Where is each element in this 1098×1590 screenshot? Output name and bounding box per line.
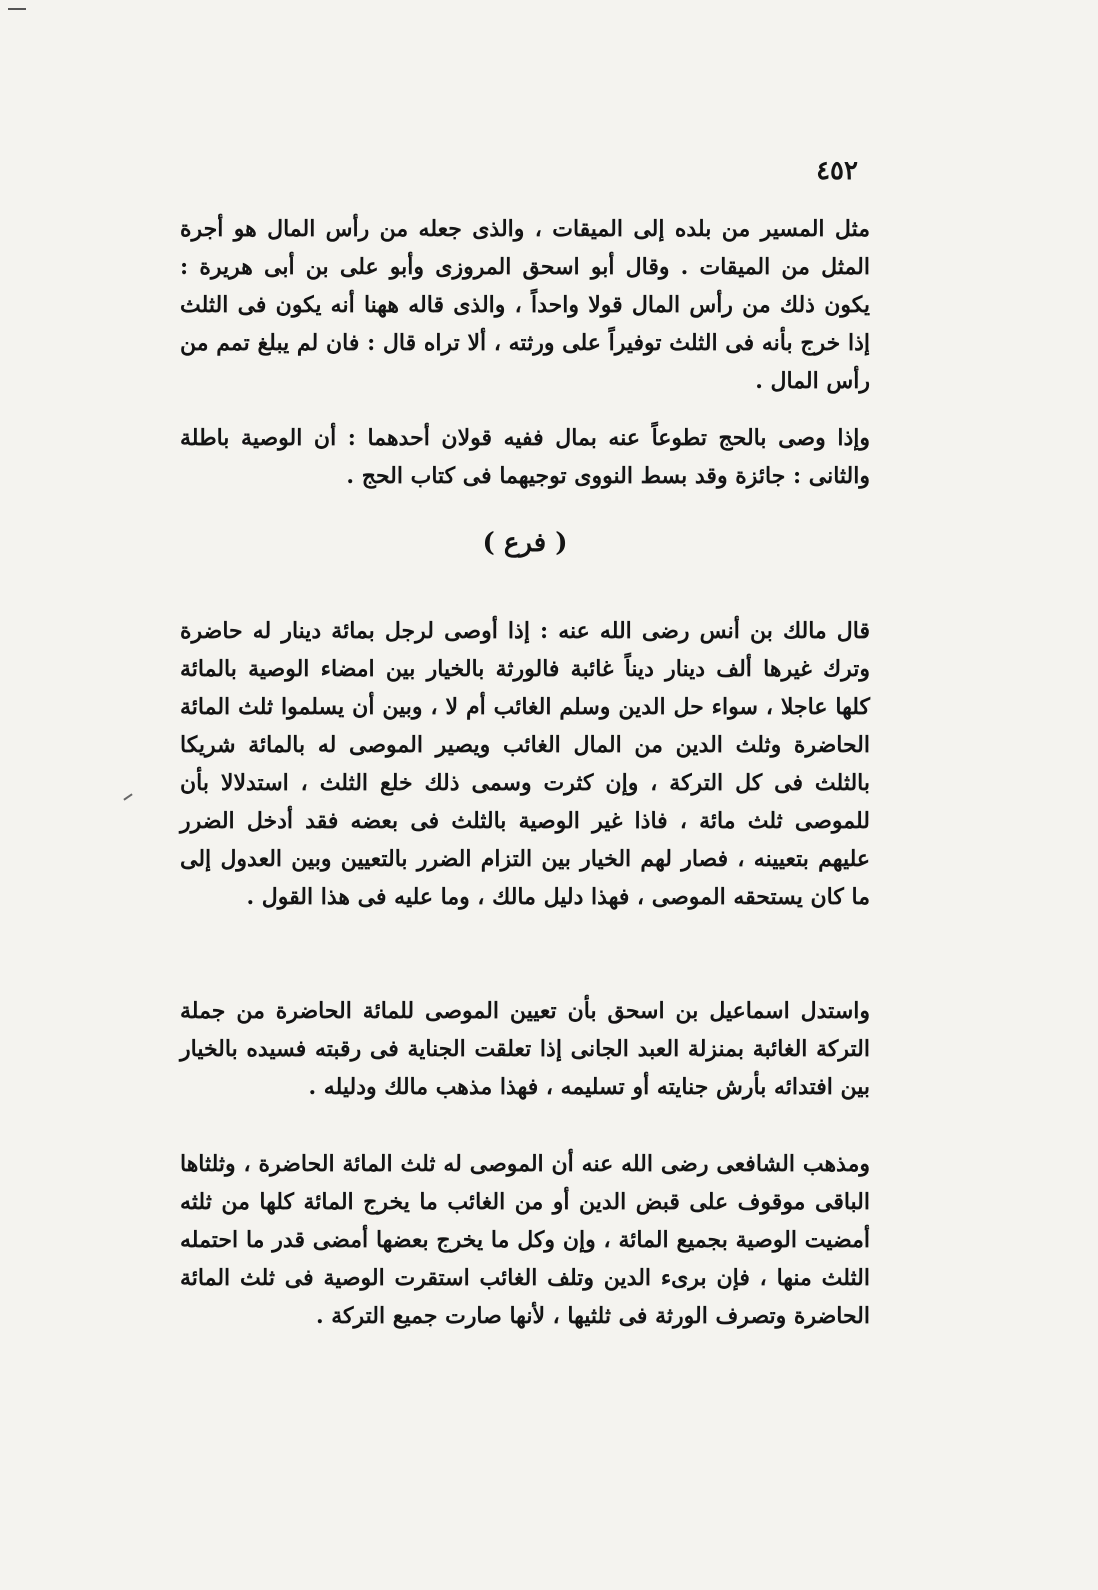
page-number: ٤٥٢ (816, 156, 858, 186)
corner-mark (8, 8, 26, 10)
paragraph-3: قال مالك بن أنس رضى الله عنه : إذا أوصى لرجل بمائة دينار له حاضرة وترك غيرها ألف دينار ديناً غائبة فالورثة بالخيار بين امضاء الوصية بالمائة كلها عاجلا ، سواء حل الدين وسلم الغائب أم لا ، وبين أن يسلموا ثلث المائة الحاضرة وثلث الدين من المال الغائب ويصير الموصى له بالمائة شريكا بالثلث فى كل التركة ، وإن كثرت وسمى ذلك خلع الثلث ، استدلالا بأن للموصى ثلث مائة ، فاذا غير الوصية بالثلث فى بعضه فقد أدخل الضرر عليهم بتعيينه ، فصار لهم الخيار بين التزام الضرر بالتعيين وبين العدول إلى ما كان يستحقه الموصى ، فهذا دليل مالك ، وما عليه فى هذا القول . (180, 618, 870, 910)
paragraph-1: مثل المسير من بلده إلى الميقات ، والذى جعله من رأس المال هو أجرة المثل من الميقات . وقال أبو اسحق المروزى وأبو على بن أبى هريرة : يكون ذلك من رأس المال قولا واحداً ، والذى قاله ههنا أنه يكون فى الثلث إذا خرج بأنه فى الثلث توفيراً على ورثته ، ألا تراه قال : فان لم يبلغ تمم من رأس المال . (180, 216, 870, 394)
paragraph-2: وإذا وصى بالحج تطوعاً عنه بمال ففيه قولان أحدهما : أن الوصية باطلة والثانى : جائزة وقد بسط النووى توجيهما فى كتاب الحج . (180, 425, 870, 489)
margin-tick-mark (123, 793, 132, 800)
paragraph-4: واستدل اسماعيل بن اسحق بأن تعيين الموصى للمائة الحاضرة من جملة التركة الغائبة بمنزلة العبد الجانى إذا تعلقت الجناية فى رقبته فسيده بالخيار بين افتدائه بأرش جنايته أو تسليمه ، فهذا مذهب مالك ودليله . (180, 998, 870, 1100)
section-heading: ( فرع ) (482, 528, 568, 558)
paragraph-5: ومذهب الشافعى رضى الله عنه أن الموصى له ثلث المائة الحاضرة ، وثلثاها الباقى موقوف على قبض الدين أو من الغائب ما يخرج المائة كلها من ثلثه أمضيت الوصية بجميع المائة ، وإن وكل ما يخرج بعضها أمضى قدر ما احتمله الثلث منها ، فإن برىء الدين وتلف الغائب استقرت الوصية فى ثلث المائة الحاضرة وتصرف الورثة فى ثلثيها ، لأنها صارت جميع التركة . (180, 1151, 870, 1329)
